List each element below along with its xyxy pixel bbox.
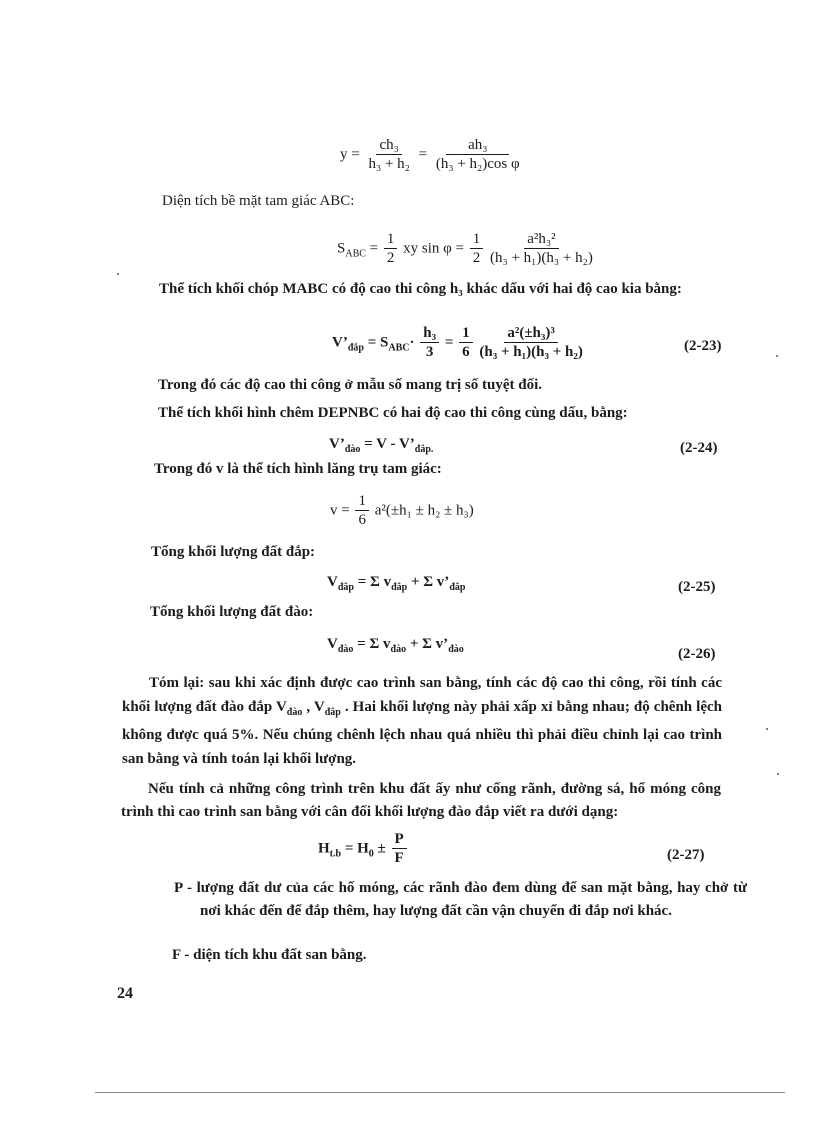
definition-f: F - diện tích khu đất san bằng. — [172, 947, 367, 963]
equation-2-23: $V’_{đắp} = S_{ABC}\cdot$ $\frac{\text{h₃}}{3}$ = $\frac{1}{6}$ $\frac{\text{a²(±h₃)³}}{\text{(h₃ + h₁)(h₃ + h₂)}}$ — [332, 325, 583, 360]
scan-speck — [777, 773, 779, 775]
equation-area: $S_{ABC}$ = $\frac{1}{2}$ xy sin φ = $\frac{1}{2}$ $\frac{\text{a²h₃²}}{\text{(h₃ + h₁)(h₃ + h₂)}}$ — [337, 231, 593, 266]
equation-prism: v = $\frac{1}{6}$ a²(±h₁ ± h₂ ± h₃) — [330, 493, 474, 528]
paragraph-wedge-volume: Thể tích khối hình chêm DEPNBC có hai độ cao thi công cùng dấu, bằng: — [158, 405, 628, 421]
equation-number-2-27: (2-27) — [667, 847, 705, 863]
definition-p: P - lượng đất dư của các hố móng, các rãnh đào đem dùng để san mặt bằng, hay chở từ nơi khác đến để đắp thêm, hay lượng đất cần vận chuyển đi đắp nơi khác. — [174, 880, 747, 919]
equation-2-25: $V_{đắp} = \Sigma$ $v_{đắp} + \Sigma$ $v’_{đắp}$ — [327, 574, 466, 593]
equation-number-2-23: (2-23) — [684, 338, 722, 354]
page-number: 24 — [117, 985, 133, 1002]
scan-speck — [117, 273, 119, 275]
scan-speck — [766, 728, 768, 730]
heading-cut-total: Tổng khối lượng đất đào: — [150, 604, 314, 620]
paragraph-pyramid-volume: Thể tích khối chóp MABC có độ cao thi công h₃ khác dấu với hai độ cao kia bằng: — [159, 281, 682, 297]
equation-2-24: $V’_{đào} = V$ - $V’_{đắp.}$ — [329, 436, 434, 455]
paragraph-prism: Trong đó v là thể tích hình lăng trụ tam giác: — [154, 461, 442, 477]
equation-y: y = $\frac{\text{ch₃}}{\text{h₃ + h₂}}$ = $\frac{\text{ah₃}}{\text{(h₃ + h₂)cos φ}}$ — [340, 137, 520, 172]
equation-number-2-25: (2-25) — [678, 579, 716, 595]
paragraph-absolute-values: Trong đó các độ cao thi công ở mẫu số mang trị số tuyệt đối. — [158, 377, 543, 393]
footer-rule — [95, 1092, 785, 1093]
equation-2-26: $V_{đào} = \Sigma$ $v_{đào} + \Sigma$ $v’_{đào}$ — [327, 636, 464, 655]
heading-fill-total: Tổng khối lượng đất đắp: — [151, 544, 316, 560]
paragraph-works: Nếu tính cả những công trình trên khu đất ấy như cống rãnh, đường sá, hố móng công trình thì cao trình san bằng với cân đối khối lượng đào đắp viết ra dưới dạng: — [121, 781, 721, 820]
paragraph-area-heading: Diện tích bề mặt tam giác ABC: — [162, 193, 355, 209]
scan-speck — [776, 355, 778, 357]
paragraph-summary: Tóm lại: sau khi xác định được cao trình san bằng, tính các độ cao thi công, rồi tính các khối lượng đất đào đắp $V_{đào}$ , $V_{đắp}$ . Hai khối lượng này phải xấp xỉ bằng nhau; độ chênh lệch không được quá 5%. Nếu chúng chênh lệch nhau quá nhiều thì phải điều chỉnh lại cao trình san bằng và tính toán lại khối lượng. — [122, 675, 722, 767]
equation-2-27: $H_{t.b} = H_0$ ± $\frac{P}{F}$ — [318, 830, 409, 868]
equation-number-2-24: (2-24) — [680, 440, 718, 456]
equation-number-2-26: (2-26) — [678, 646, 716, 662]
